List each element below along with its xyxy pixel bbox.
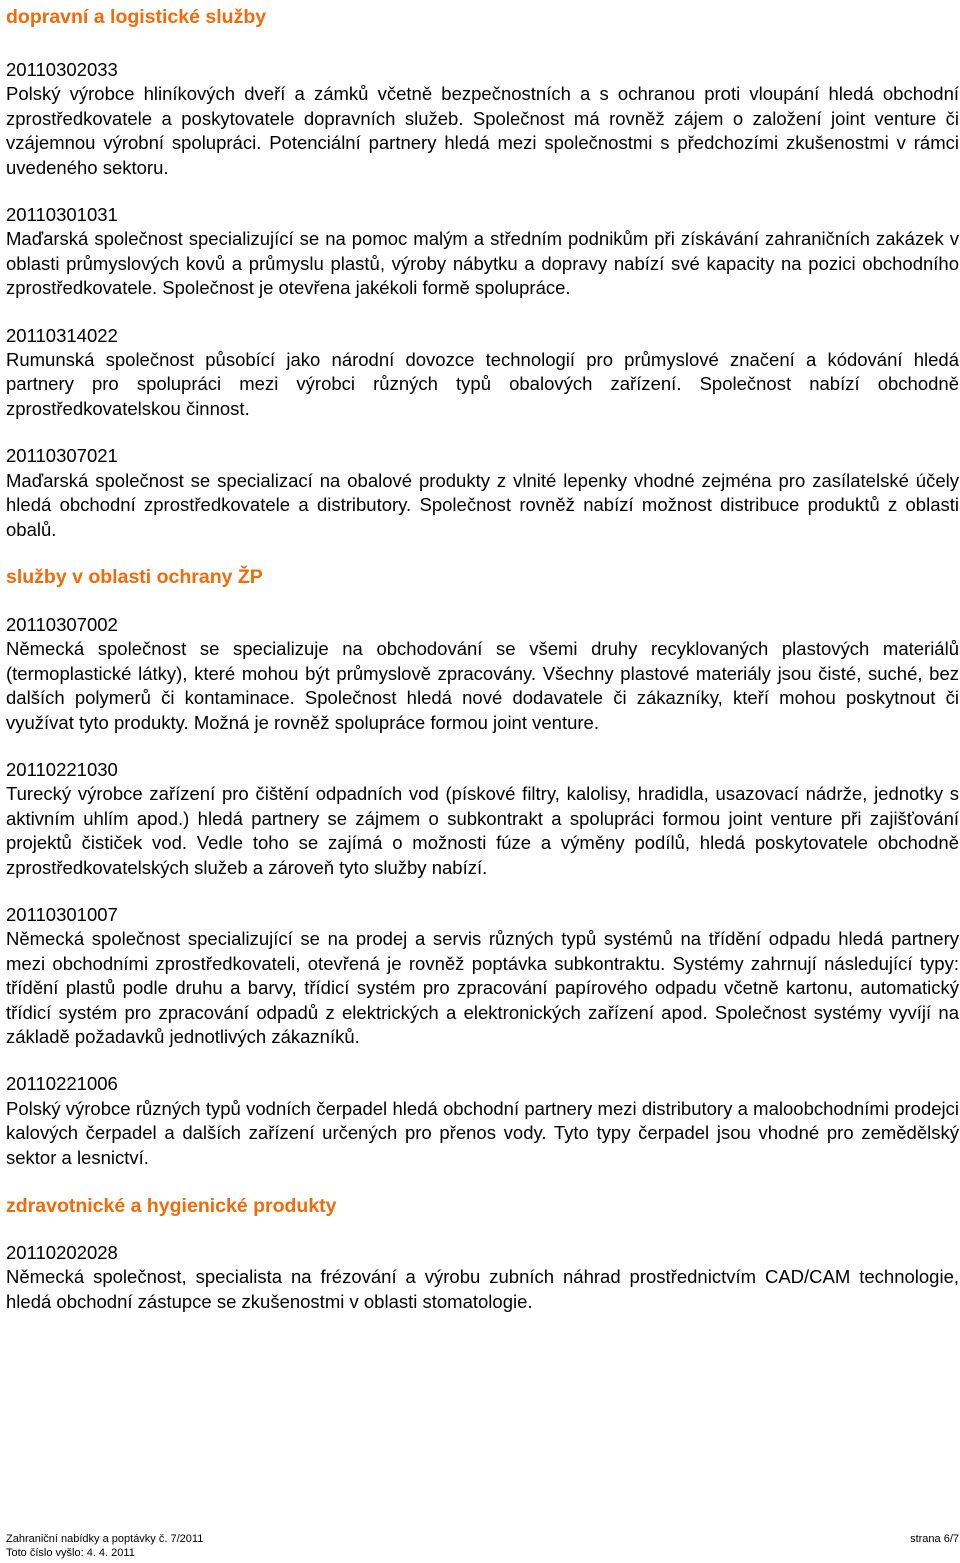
- offer-code: 20110202028: [6, 1242, 118, 1264]
- offer-entry: [6, 758, 959, 880]
- offer-text: Turecký výrobce zařízení pro čištění odpadních vod (pískové filtry, kalolisy, hradidla, usazovací nádrže, jednotky s aktivním uhlím apod.) hledá partnery se zájmem o subkontrakt a spolupráci formou joint venture při zajišťování projektů čističek vod. Vedle toho se zajímá o možnosti fúze a výměny podílů, hledá poskytovatele obchodně zprostředkovatelských služeb a zároveň tyto služby nabízí.: [6, 783, 959, 878]
- offer-entry: [6, 58, 959, 180]
- document-page: [6, 0, 959, 1314]
- offer-code: 20110307021: [6, 445, 118, 467]
- offer-text: Německá společnost, specialista na frézování a výrobu zubních náhrad prostřednictvím CAD/CAM technologie, hledá obchodní zástupce se zkušenostmi v oblasti stomatologie.: [6, 1266, 959, 1312]
- offer-entry: [6, 1241, 959, 1314]
- section-transport-logistics: [6, 5, 959, 542]
- section-heading: dopravní a logistické služby: [6, 6, 267, 28]
- section-heading: zdravotnické a hygienické produkty: [6, 1195, 337, 1218]
- offer-code: 20110301031: [6, 204, 118, 226]
- section-environment-services: [6, 565, 959, 1170]
- offer-text: Rumunská společnost působící jako národní dovozce technologií pro průmyslové značení a kódování hledá partnery pro spolupráci mezi výrobci různých typů obalových zařízení. Společnost nabízí obchodně zprostředkovatelskou činnost.: [6, 349, 959, 419]
- offer-text: Německá společnost specializující se na prodej a servis různých typů systémů na třídění odpadu hledá partnery mezi obchodními zprostředkovateli, otevřená je rovněž poptávka subkontraktu. Systémy zahrnují následující typy: třídění plastů podle druhu a barvy, třídicí systém pro zpracování papírového odpadu včetně kartonu, automatický třídicí systém pro zpracování odpadů z elektrických a elektronických zařízení apod. Společnost systémy vyvíjí na základě požadavků jednotlivých zákazníků.: [6, 928, 959, 1047]
- section-health-hygiene: [6, 1194, 959, 1314]
- offer-entry: [6, 203, 959, 301]
- offer-code: 20110314022: [6, 324, 118, 346]
- offer-code: 20110221030: [6, 758, 118, 780]
- offer-code: 20110301007: [6, 903, 118, 925]
- offer-code: 20110221006: [6, 1073, 118, 1095]
- footer-issue-date: Toto číslo vyšlo: 4. 4. 2011: [6, 1547, 135, 1559]
- offer-code: 20110302033: [6, 59, 118, 80]
- offer-entry: [6, 903, 959, 1049]
- page-footer: [6, 1532, 959, 1560]
- footer-publication: Zahraniční nabídky a poptávky č. 7/2011: [6, 1533, 204, 1545]
- offer-entry: [6, 324, 959, 422]
- offer-entry: [6, 613, 959, 735]
- section-heading: služby v oblasti ochrany ŽP: [6, 565, 263, 588]
- offer-text: Polský výrobce různých typů vodních čerpadel hledá obchodní partnery mezi distributory a maloobchodními prodejci kalových čerpadel a dalších zařízení určených pro přenos vody. Tyto typy čerpadel jsou vhodné pro zemědělský sektor a lesnictví.: [6, 1097, 959, 1168]
- offer-entry: [6, 1072, 959, 1170]
- offer-text: Maďarská společnost specializující se na pomoc malým a středním podnikům při získávání zahraničních zakázek v oblasti průmyslových kovů a průmyslu plastů, výroby nábytku a dopravy nabízí své kapacity na pozici obchodního zprostředkovatele. Společnost je otevřena jakékoli formě spolupráce.: [6, 228, 959, 299]
- offer-text: Polský výrobce hliníkových dveří a zámků včetně bezpečnostních a s ochranou proti vloupání hledá obchodní zprostředkovatele a poskytovatele dopravních služeb. Společnost má rovněž zájem o založení joint venture či vzájemnou výrobní spolupráci. Potenciální partnery hledá mezi společnostmi s předchozími zkušenostmi v rámci uvedeného sektoru.: [6, 83, 959, 178]
- footer-page-number: strana 6/7: [910, 1533, 959, 1545]
- offer-code: 20110307002: [6, 613, 118, 635]
- offer-entry: [6, 444, 959, 542]
- offer-text: Německá společnost se specializuje na obchodování se všemi druhy recyklovaných plastových materiálů (termoplastické látky), které mohou být průmyslově zpracovány. Všechny plastové materiály jsou čisté, suché, bez dalších polymerů či kontaminace. Společnost hledá nové dodavatele či zákazníky, kteří mohou poskytnout či využívat tyto produkty. Možná je rovněž spolupráce formou joint venture.: [6, 638, 959, 733]
- offer-text: Maďarská společnost se specializací na obalové produkty z vlnité lepenky vhodné zejména pro zasílatelské účely hledá obchodní zprostředkovatele a distributory. Společnost rovněž nabízí možnost distribuce produktů z oblasti obalů.: [6, 469, 959, 540]
